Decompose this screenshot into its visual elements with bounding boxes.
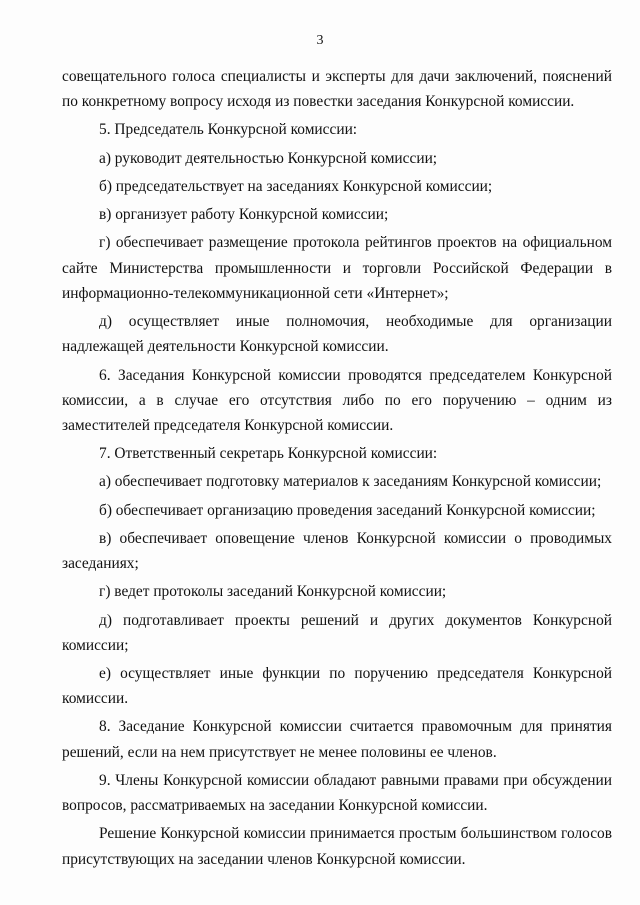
paragraph: а) обеспечивает подготовку материалов к заседаниям Конкурсной комиссии; — [99, 473, 602, 491]
paragraph: б) обеспечивает организацию проведения заседаний Конкурсной комиссии; — [99, 501, 596, 519]
page-number: 3 — [316, 33, 324, 48]
paragraph: 8. Заседание Конкурсной комиссии считается правомочным для принятия решений, если на нем присутствует не менее половины ее членов. — [62, 718, 612, 761]
document-body — [62, 64, 612, 875]
paragraph: д) подготавливает проекты решений и других документов Конкурсной комиссии; — [62, 611, 612, 654]
paragraph: в) организует работу Конкурсной комиссии; — [99, 206, 389, 224]
paragraph: 6. Заседания Конкурсной комиссии проводятся председателем Конкурсной комиссии, а в случае его отсутствия либо по его поручению – одним из заместителей председателя Конкурсной комиссии. — [62, 366, 612, 435]
paragraph: б) председательствует на заседаниях Конкурсной комиссии; — [99, 177, 493, 195]
paragraph: Решение Конкурсной комиссии принимается простым большинством голосов присутствующих на заседании членов Конкурсной комиссии. — [62, 825, 612, 868]
paragraph: е) осуществляет иные функции по поручению председателя Конкурсной комиссии. — [62, 665, 612, 708]
paragraph: д) осуществляет иные полномочия, необходимые для организации надлежащей деятельности Конкурсной комиссии. — [62, 313, 612, 356]
paragraph: 5. Председатель Конкурсной комиссии: — [99, 121, 358, 139]
paragraph: а) руководит деятельностью Конкурсной комиссии; — [99, 149, 438, 167]
paragraph: г) ведет протоколы заседаний Конкурсной комиссии; — [99, 583, 447, 601]
paragraph: г) обеспечивает размещение протокола рейтингов проектов на официальном сайте Министерства промышленности и торговли Российской Федерации в информационно-телекоммуникационной сети «Интернет»; — [62, 234, 612, 302]
paragraph: 9. Члены Конкурсной комиссии обладают равными правами при обсуждении вопросов, рассматриваемых на заседании Конкурсной комиссии. — [62, 771, 612, 815]
paragraph: в) обеспечивает оповещение членов Конкурсной комиссии о проводимых заседаниях; — [62, 529, 612, 573]
paragraph: совещательного голоса специалисты и эксперты для дачи заключений, пояснений по конкретному вопросу исходя из повестки заседания Конкурсной комиссии. — [62, 68, 612, 111]
paragraph: 7. Ответственный секретарь Конкурсной комиссии: — [99, 445, 438, 463]
